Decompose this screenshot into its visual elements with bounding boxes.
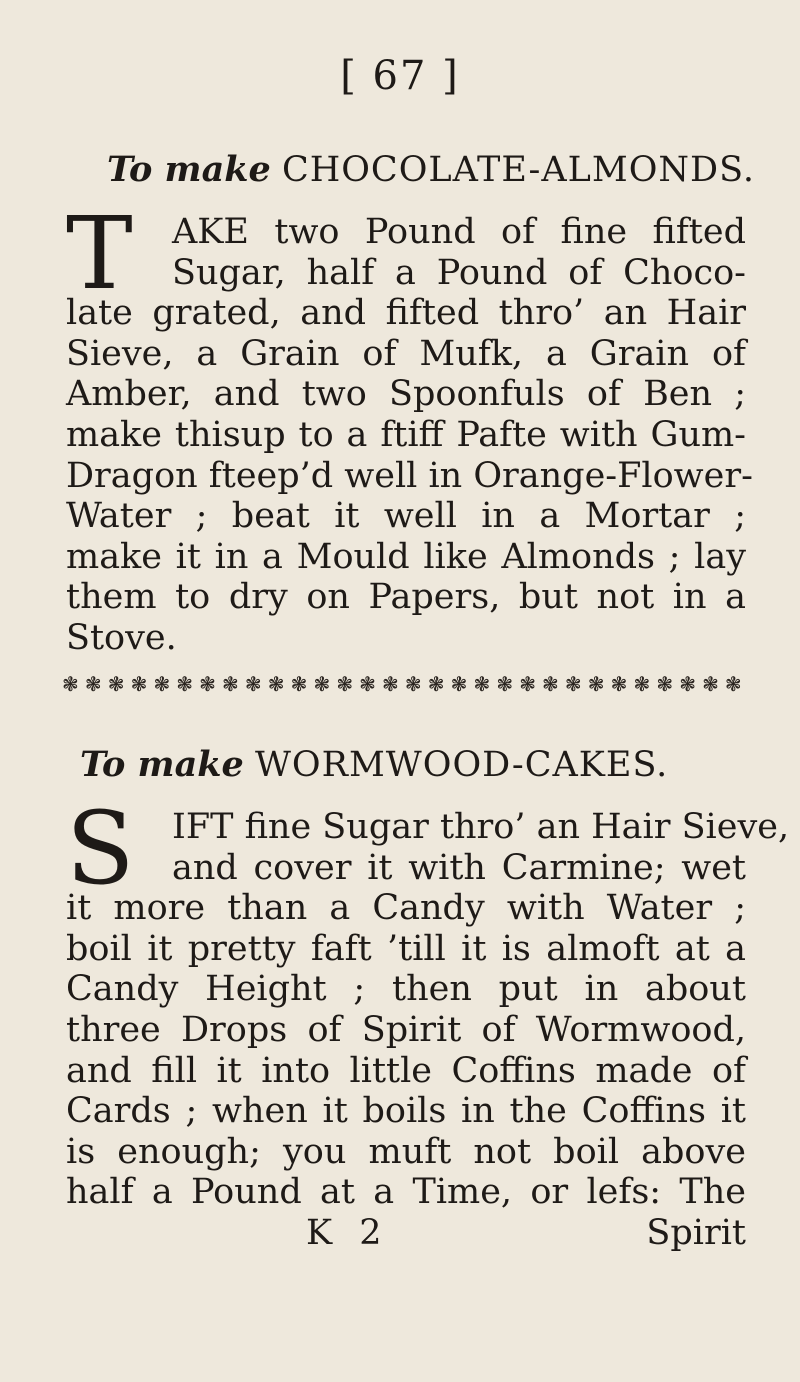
ornament-glyph: ❃	[62, 672, 79, 696]
ornament-glyph: ❃	[542, 672, 559, 696]
text-line: and fill it into little Coffins made of	[66, 1050, 746, 1091]
recipe-heading-chocolate-almonds	[107, 145, 787, 195]
recipe-heading-wormwood-cakes	[80, 740, 760, 790]
text-line: three Drops of Spirit of Wormwood,	[66, 1009, 746, 1050]
ornament-glyph: ❃	[564, 672, 582, 696]
text-line: Sugar, half a Pound of Choco-	[172, 252, 746, 293]
ornament-glyph: ❃	[267, 672, 285, 696]
ornament-glyph: ❃	[427, 672, 445, 696]
text-line: them to dry on Papers, but not in a	[66, 577, 746, 618]
ornament-glyph: ❃	[313, 672, 331, 696]
heading-lead: To make	[107, 149, 271, 190]
recipe-body-chocolate-almonds	[66, 195, 753, 659]
catchword: Spirit	[646, 1212, 746, 1253]
ornament-glyph: ❃	[290, 672, 308, 696]
text-line: late grated, and fifted thro’ an Hair	[66, 293, 746, 334]
ornament-glyph: ❃	[519, 672, 536, 696]
ornament-glyph: ❃	[153, 672, 171, 696]
heading-title: CHOCOLATE-ALMONDS.	[281, 150, 755, 190]
ornament-glyph: ❃	[130, 672, 148, 696]
text-line: Candy Height ; then put in about	[66, 969, 746, 1010]
ornament-glyph: ❃	[107, 672, 125, 696]
text-line: is enough; you muft not boil above	[66, 1131, 746, 1172]
page-number: [ 67 ]	[340, 53, 460, 99]
ornament-glyph: ❃	[199, 672, 216, 696]
ornament-glyph: ❃	[222, 672, 239, 696]
drop-cap: S	[66, 790, 135, 907]
ornament-glyph: ❃	[404, 672, 422, 696]
ornament-glyph: ❃	[176, 672, 194, 696]
text-line: it more than a Candy with Water ;	[66, 888, 746, 929]
recipe-body-wormwood-cakes	[66, 790, 790, 1254]
ornament-glyph: ❃	[336, 672, 354, 696]
ornament-glyph: ❃	[473, 672, 491, 696]
heading-lead: To make	[80, 744, 244, 785]
text-line: make it in a Mould like Almonds ; lay	[66, 536, 746, 577]
ornament-glyph: ❃	[359, 672, 376, 696]
drop-cap: T	[66, 195, 133, 312]
ornament-glyph: ❃	[702, 672, 719, 696]
text-line: boil it pretty faft ’till it is almoft at a	[66, 928, 746, 969]
text-line: and cover it with Carmine; wet	[172, 847, 746, 888]
heading-title: WORMWOOD-CAKES.	[254, 745, 669, 785]
signature-mark: K 2	[306, 1212, 390, 1253]
text-line: Stove.	[66, 617, 177, 658]
ornament-glyph: ❃	[496, 672, 514, 696]
text-line: Dragon fteep’d well in Orange-Flower-	[66, 455, 753, 496]
ornament-glyph: ❃	[84, 672, 102, 696]
ornament-glyph: ❃	[244, 672, 262, 696]
ornament-glyph: ❃	[656, 672, 674, 696]
text-line: Amber, and two Spoonfuls of Ben ;	[66, 374, 746, 415]
ornament-glyph: ❃	[382, 672, 399, 696]
text-line: half a Pound at a Time, or lefs: The	[66, 1172, 746, 1213]
text-line: AKE two Pound of fine fifted	[172, 212, 746, 252]
ornamental-divider	[62, 672, 742, 696]
ornament-glyph: ❃	[450, 672, 468, 696]
text-line: Cards ; when it boils in the Coffins it	[66, 1091, 746, 1132]
text-line: Sieve, a Grain of Mufk, a Grain of	[66, 333, 746, 374]
text-line: make thisup to a ftiff Pafte with Gum-	[66, 414, 746, 455]
ornament-glyph: ❃	[679, 672, 696, 696]
signature-line	[66, 1213, 746, 1254]
ornament-glyph: ❃	[587, 672, 605, 696]
ornament-glyph: ❃	[610, 672, 628, 696]
ornament-glyph: ❃	[724, 672, 742, 696]
ornament-glyph: ❃	[633, 672, 651, 696]
text-line: Water ; beat it well in a Mortar ;	[66, 496, 746, 537]
text-line: IFT fine Sugar thro’ an Hair Sieve,	[172, 807, 790, 847]
